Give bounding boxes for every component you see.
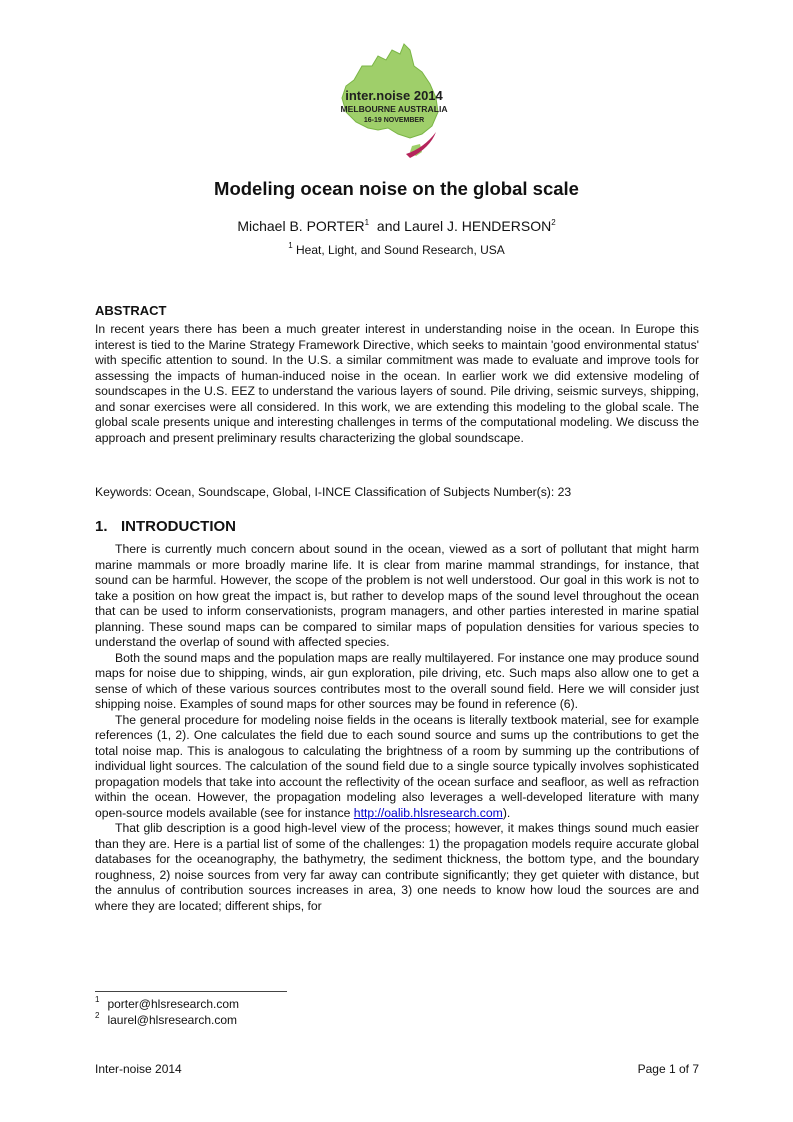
footer-page-number: Page 1 of 7 bbox=[637, 1062, 699, 1076]
intro-paragraph-4: That glib description is a good high-level view of the process; however, it makes things sound much easier than they are. Here is a partial list of some of the challenges: 1) the propagation models require accurate global databases for the oceanography, the bathymetry, the sediment thickness, the bottom type, and the boundary roughness, 2) noise sources from very far away can contribute significantly; they get quieter with distance, but the annulus of contribution sources increases in area, 3) one needs to know how loud the sources are and where they are located; different ships, for bbox=[95, 821, 699, 913]
author-1-mark: 1 bbox=[364, 218, 370, 227]
footnote-2 bbox=[95, 1013, 237, 1027]
intro-paragraph-3 bbox=[95, 713, 699, 822]
intro-paragraph-2: Both the sound maps and the population maps are really multilayered. For instance one may produce sound maps for noise due to shipping, winds, air gun exploration, pile driving, etc. Such maps also allow one to get a sense of which of these various sources contributes most to the overall sound field. Here we will consider just shipping noise. Examples of sound maps for other sources may be found in reference (6). bbox=[95, 650, 699, 711]
author-conjunction: and bbox=[376, 218, 401, 234]
logo-line1: inter.noise 2014 bbox=[345, 88, 443, 103]
footnote-1 bbox=[95, 997, 239, 1011]
affiliation bbox=[0, 243, 793, 257]
footnote-1-mark: 1 bbox=[95, 995, 100, 1004]
footer-conference: Inter-noise 2014 bbox=[95, 1062, 182, 1076]
oalib-link[interactable]: http://oalib.hlsresearch.com bbox=[353, 805, 503, 820]
affiliation-text: Heat, Light, and Sound Research, USA bbox=[296, 243, 505, 257]
section-number: 1. bbox=[95, 518, 108, 535]
keywords-line: Keywords: Ocean, Soundscape, Global, I-INCE Classification of Subjects Number(s): 23 bbox=[95, 485, 572, 499]
affiliation-mark: 1 bbox=[288, 241, 293, 250]
intro-paragraph-3-end: ). bbox=[502, 805, 511, 820]
abstract-heading: ABSTRACT bbox=[95, 303, 167, 318]
introduction-body bbox=[95, 542, 699, 914]
logo-line2: MELBOURNE AUSTRALIA bbox=[340, 104, 448, 114]
section-heading-introduction bbox=[95, 518, 236, 535]
author-2-mark: 2 bbox=[551, 218, 556, 227]
abstract-text: In recent years there has been a much greater interest in understanding noise in the ocean. In Europe this interest is tied to the Marine Strategy Framework Directive, which seeks to maintain 'good environmental status' with specific attention to sound. In the U.S. a similar commitment was made to evaluate and improve tools for assessing the impacts of human-induced noise in the ocean. In earlier work we did extensive modeling of soundscapes in the U.S. EEZ to understand the various layers of sound. Pile driving, seismic surveys, shipping, and sonar exercises were all considered. In this work, we are extending this modeling to the global scale. The global scale presents unique and interesting challenges in terms of the computational modeling. We discuss the approach and present preliminary results characterizing the global soundscape. bbox=[95, 322, 699, 445]
intro-paragraph-3-text: The general procedure for modeling noise fields in the oceans is literally textbook material, see for example references (1, 2). One calculates the field due to each sound source and sums up the contributions to get the total noise map. This is analogous to calculating the brightness of a room by summing up the contributions of individual light sources. The calculation of the sound field due to a single source typically involves sophisticated propagation models that take into account the reflectivity of the ocean surface and seafloor, as well as refraction within the ocean. However, the propagation modeling also leverages a well-developed literature with many open-source models available (see for instance bbox=[95, 712, 699, 820]
footnote-2-mark: 2 bbox=[95, 1011, 100, 1020]
paper-title: Modeling ocean noise on the global scale bbox=[214, 178, 579, 199]
conference-logo bbox=[332, 36, 456, 164]
logo-line3: 16-19 NOVEMBER bbox=[363, 117, 425, 124]
footnote-1-email: porter@hlsresearch.com bbox=[107, 997, 240, 1011]
abstract-body bbox=[95, 322, 699, 446]
footnote-rule bbox=[95, 991, 287, 992]
section-title: INTRODUCTION bbox=[121, 518, 236, 535]
intro-paragraph-1: There is currently much concern about sound in the ocean, viewed as a sort of pollutant that might harm marine mammals or more broadly marine life. It is clear from marine mammal strandings, for instance, that sound can be harmful. However, the scope of the problem is not well understood. Our goal in this work is not to take a position on how great the impact is, but rather to develop maps of the sound level throughout the ocean that can be used to inform conservationists, program managers, and other parties interested in marine spatial planning. These sound maps can be compared to similar maps of population densities for various species to understand the overlap of sound with affected species. bbox=[95, 542, 699, 649]
author-line bbox=[0, 218, 793, 234]
footnote-2-email: laurel@hlsresearch.com bbox=[107, 1013, 238, 1027]
author-2: Laurel J. HENDERSON bbox=[404, 218, 552, 234]
author-1: Michael B. PORTER bbox=[237, 218, 365, 234]
